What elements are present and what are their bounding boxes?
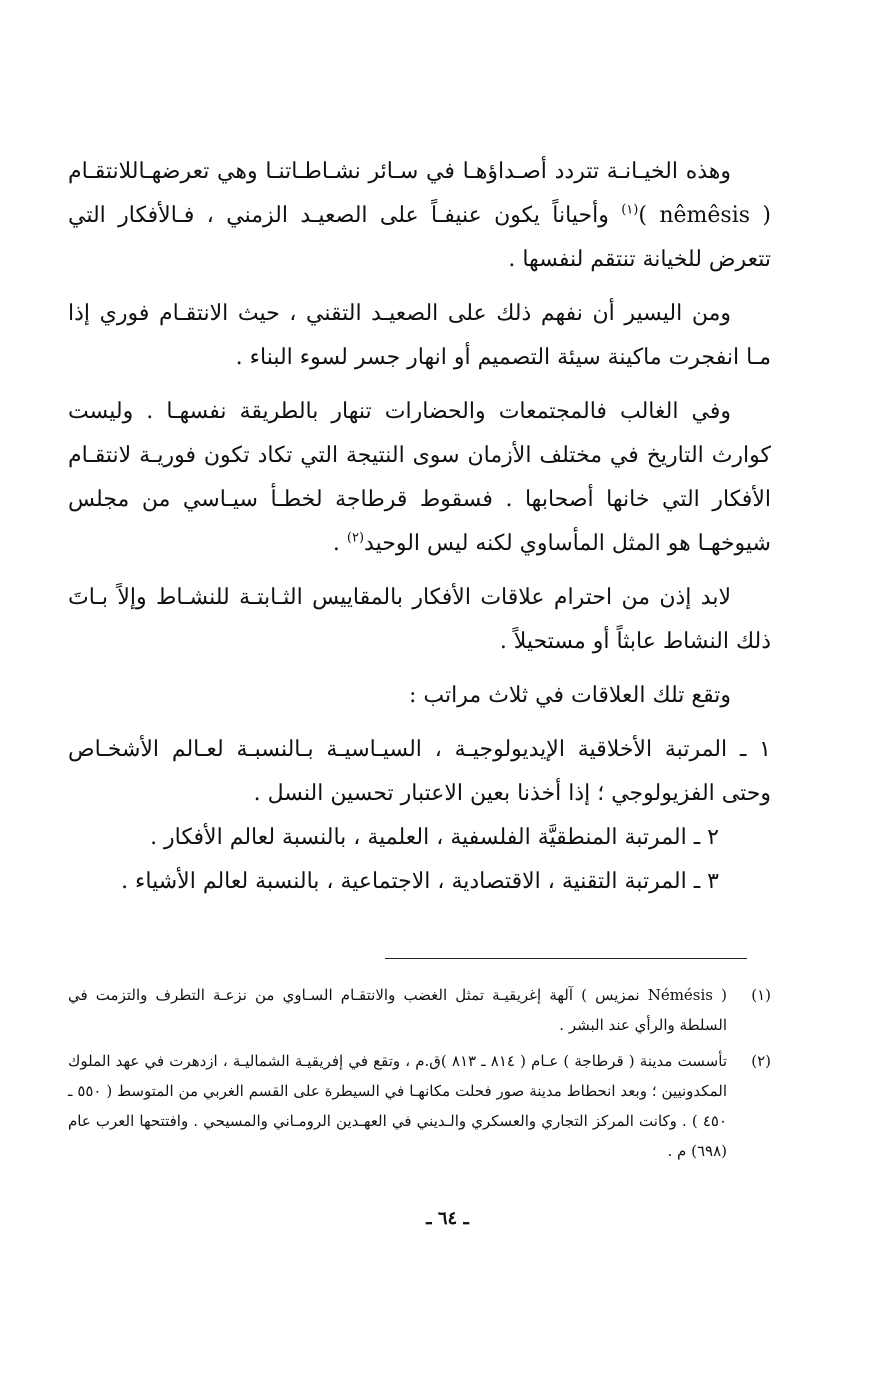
paragraph-3: وفي الغالب فالمجتمعات والحضارات تنهار بالطريقة نفسهـا . وليست كوارث التاريخ في مختلف الأزمان سوى النتيجة التي تكاد تكون فوريـة لانتقـام الأفكار التي خانها أصحابها . فسقوط قرطاجة لخطـأ سيـاسي من مجلس شيوخهـا هو المثل المأساوي لكنه ليس الوحيد$^{(٢)}$ . — [68, 399, 771, 556]
paragraph-2: ومن اليسير أن نفهم ذلك على الصعيـد التقني ، حيث الانتقـام فوري إذا مـا انفجرت ماكينة سيئة التصميم أو انهار جسر لسوء البناء . — [68, 301, 771, 370]
footnote-number: (٢) — [751, 1052, 771, 1070]
list-item: ٣ ـ المرتبة التقنية ، الاقتصادية ، الاجتماعية ، بالنسبة لعالم الأشياء . — [121, 869, 719, 894]
footnote-ref-1[interactable]: (١) — [621, 202, 639, 218]
paragraph-4: لابد إذن من احترام علاقات الأفكار بالمقاييس الثـابتـة للنشـاط وإلاً بـاتَ ذلك النشاط عابثاً أو مستحيلاً . — [68, 585, 771, 654]
list-item: ٢ ـ المرتبة المنطقيَّة الفلسفية ، العلمية ، بالنسبة لعالم الأفكار . — [150, 825, 719, 850]
footnote-divider — [385, 958, 747, 959]
paragraph-5: وتقع تلك العلاقات في ثلاث مراتب : — [409, 683, 731, 708]
list-item: ١ ـ المرتبة الأخلاقية الإيديولوجيـة ، السيـاسيـة بـالنسبـة لعـالم الأشخـاص وحتى الفزيولوجي ؛ إذا أخذنا بعين الاعتبار تحسين النسل . — [68, 737, 771, 806]
footnote-text: تأسست مدينة ( قرطاجة ) عـام ( ٨١٤ ـ ٨١٣ )ق.م ، وتقع في إفريقيـة الشماليـة ، ازدهرت في عهد الملوك المكدونيين ؛ وبعد انحطاط مدينة صور فحلت مكانهـا في السيطرة على القسم الغربي من المتوسط ( ٥٥٠ ـ ٤٥٠ ) . وكانت المركز التجاري والعسكري والـديني في العهـدين الرومـاني والمسيحي . وافتتحها العرب عام (٦٩٨) م . — [68, 1052, 727, 1160]
footnote-1 — [68, 980, 771, 1040]
footnote-2 — [68, 1046, 771, 1166]
paragraph-1: وهذه الخيـانـة تتردد أصـداؤهـا في سـائر نشـاطـاتنـا وهي تعرضهـاللانتقـام ( nêmêsis )$^{(١)}$ وأحياناً يكون عنيفـاً على الصعيـد الزمني ، فـالأفكار التي تتعرض للخيانة تنتقم لنفسها . — [68, 159, 772, 272]
main-text — [68, 150, 771, 904]
footnote-number: (١) — [751, 986, 771, 1004]
footnote-ref-2[interactable]: (٢) — [346, 530, 365, 546]
footnotes — [68, 980, 771, 1172]
ranks-list — [68, 728, 771, 904]
page-number: ـ ٦٤ ـ — [426, 1208, 469, 1229]
footnote-text: ( Némésis نمزيس ) آلهة إغريقيـة تمثل الغضب والانتقـام السـاوي من نزعـة التطرف والتزمت في السلطة والرأي عند البشر . — [68, 986, 727, 1034]
